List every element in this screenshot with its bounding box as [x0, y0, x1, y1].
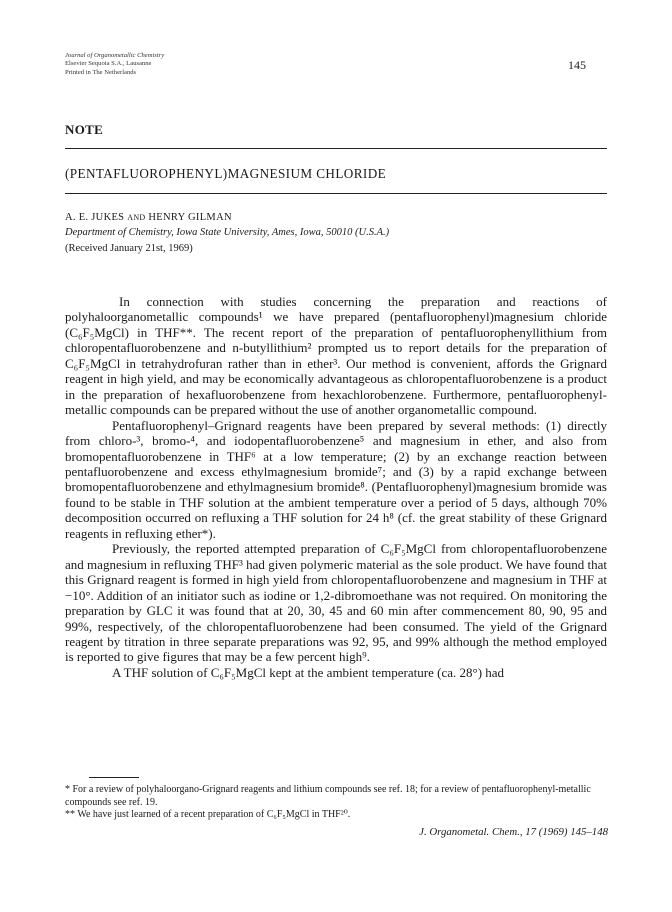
received-date: (Received January 21st, 1969) [65, 243, 193, 254]
paragraph-3: Previously, the reported attempted preparation of C₆F₅MgCl from chloropentafluorobenzene and magnesium in refluxing THF³ had given polymeric material as the sole product. We have found that this Grignard reagent is formed in high yield from chloropentafluorobenzene and magnesium in THF at −10°. Addition of an initiator such as iodine or 1,2-dibromoethane was not required. On monitoring the preparation by GLC it was found that at 20, 30, 45 and 60 min after commencement 80, 90, 95 and 99%, respectively, of the chloropentafluorobenzene had been consumed. The yield of the Grignard reagent by titration in three separate preparations was 92, 95, and 99% although the method employed is reported to give figures that may be a few percent high⁹. [65, 541, 607, 665]
footnotes [65, 784, 607, 822]
journal-citation: J. Organometal. Chem., 17 (1969) 145–148 [419, 826, 608, 838]
publisher-line: Elsevier Sequoia S.A., Lausanne [65, 60, 152, 68]
journal-name: Journal of Organometallic Chemistry [65, 52, 165, 59]
section-label: NOTE [65, 122, 104, 137]
printed-line: Printed in The Netherlands [65, 68, 137, 76]
paragraph-2: Pentafluorophenyl–Grignard reagents have been prepared by several methods: (1) directly from chloro-³, bromo-⁴, and iodopentafluorobenzene⁵ and magnesium in ether, and also from bromopentafluorobenzene in THF⁶ at a low temperature; (2) by an exchange reaction between pentafluorobenzene and excess ethylmagnesium bromide⁷; and (3) by a rapid exchange between bromopentafluorobenzene and ethylmagnesium bromide⁸. (Pentafluorophenyl)magnesium bromide was found to be stable in THF solution at the ambient temperature over a period of 5 days, although 70% decomposition occurred on refluxing a THF solution for 24 h⁸ (cf. the great stability of these Grignard reagents in refluxing ether*). [65, 417, 607, 541]
paragraph-4: A THF solution of C₆F₅MgCl kept at the ambient temperature (ca. 28°) had [112, 664, 505, 680]
authors [65, 212, 232, 223]
divider-top [65, 148, 607, 149]
affiliation: Department of Chemistry, Iowa State University, Ames, Iowa, 50010 (U.S.A.) [65, 227, 390, 238]
divider-title [65, 193, 607, 194]
article-title: (PENTAFLUOROPHENYL)MAGNESIUM CHLORIDE [65, 166, 387, 181]
author-2: HENRY GILMAN [148, 212, 232, 223]
author-1: A. E. JUKES [65, 212, 125, 223]
journal-header [65, 52, 164, 77]
footnote-2: ** We have just learned of a recent preparation of C₆F₅MgCl in THF²⁰. [65, 809, 351, 820]
footnote-rule [89, 777, 139, 778]
article-body [65, 294, 607, 680]
paragraph-1: In connection with studies concerning the preparation and reactions of polyhaloorganometallic compounds¹ we have prepared (pentafluorophenyl)magnesium chloride (C₆F₅MgCl) in THF**. The recent report of the preparation of pentafluorophenyllithium from chloropentafluorobenzene and n-butyllithium² prompted us to report details for the preparation of C₆F₅MgCl in tetrahydrofuran rather than in ether³. Our method is convenient, affords the Grignard reagent in high yield, and may be economically advantageous as chloropentafluorobenzene is a product in the preparation of hexafluorobenzene from hexachlorobenzene. Furthermore, pentafluorophenyl-metallic compounds can be prepared without the use of another organometallic compound. [65, 294, 607, 418]
author-and: AND [127, 213, 146, 222]
page-number: 145 [568, 58, 586, 72]
footnote-1: * For a review of polyhaloorgano-Grignard reagents and lithium compounds see ref. 18; for a review of pentafluorophenyl-metallic compounds see ref. 19. [65, 784, 591, 808]
